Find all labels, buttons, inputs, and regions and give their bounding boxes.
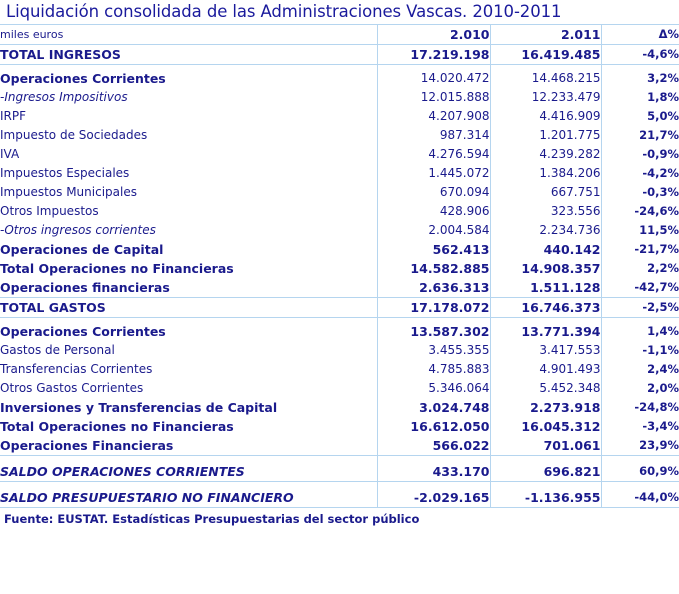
row-value-year1: 5.346.064 [377, 379, 490, 398]
row-value-year1: 566.022 [377, 436, 490, 456]
row-value-year2: 696.821 [490, 462, 601, 482]
row-value-year1: 4.276.594 [377, 145, 490, 164]
row-label: TOTAL INGRESOS [0, 45, 377, 65]
row-value-year1: 16.612.050 [377, 417, 490, 436]
table-row [0, 240, 679, 259]
row-value-year1: 562.413 [377, 240, 490, 259]
row-value-delta: -4,6% [601, 45, 679, 65]
row-value-year1: 4.207.908 [377, 107, 490, 126]
row-value-year2: 701.061 [490, 436, 601, 456]
table-row [0, 221, 679, 240]
row-value-delta: -4,2% [601, 164, 679, 183]
table-row [0, 360, 679, 379]
row-value-year1: 13.587.302 [377, 322, 490, 341]
row-value-delta: -21,7% [601, 240, 679, 259]
source-footnote: Fuente: EUSTAT. Estadísticas Presupuestarias del sector público [4, 512, 420, 526]
table-header-row [0, 25, 679, 45]
row-value-delta: 60,9% [601, 462, 679, 482]
row-value-year2: 1.511.128 [490, 278, 601, 298]
row-value-year2: 4.416.909 [490, 107, 601, 126]
row-label: Impuesto de Sociedades [0, 128, 148, 142]
table-row [0, 398, 679, 417]
table-row [0, 45, 679, 65]
page-title: Liquidación consolidada de las Administraciones Vascas. 2010-2011 [6, 2, 562, 21]
row-value-delta: -44,0% [601, 488, 679, 508]
row-label: Operaciones Corrientes [0, 324, 166, 339]
row-label: Total Operaciones no Financieras [0, 419, 234, 434]
row-value-delta: 1,8% [601, 88, 679, 107]
row-value-year2: 3.417.553 [490, 341, 601, 360]
row-value-year1: 428.906 [377, 202, 490, 221]
row-label: IVA [0, 147, 20, 161]
row-label: Otros Impuestos [0, 204, 99, 218]
row-value-delta: 1,4% [601, 322, 679, 341]
row-value-year1: 987.314 [377, 126, 490, 145]
row-label: -Ingresos Impositivos [0, 90, 128, 104]
row-label: IRPF [0, 109, 27, 123]
row-value-year1: 14.020.472 [377, 69, 490, 88]
row-value-year2: 14.908.357 [490, 259, 601, 278]
row-value-year2: 667.751 [490, 183, 601, 202]
row-label: Impuestos Especiales [0, 166, 130, 180]
row-value-year2: -1.136.955 [490, 488, 601, 508]
row-value-year2: 4.239.282 [490, 145, 601, 164]
row-label: SALDO OPERACIONES CORRIENTES [0, 462, 377, 482]
row-value-delta: 2,4% [601, 360, 679, 379]
row-value-year2: 1.384.206 [490, 164, 601, 183]
row-label: Otros Gastos Corrientes [0, 381, 144, 395]
row-value-year1: 1.445.072 [377, 164, 490, 183]
row-value-delta: -42,7% [601, 278, 679, 298]
row-label: Total Operaciones no Financieras [0, 261, 234, 276]
row-value-year2: 5.452.348 [490, 379, 601, 398]
row-value-year1: 2.636.313 [377, 278, 490, 298]
row-value-year1: -2.029.165 [377, 488, 490, 508]
column-header-delta: Δ% [601, 25, 679, 45]
table-row [0, 107, 679, 126]
row-value-year1: 4.785.883 [377, 360, 490, 379]
row-label: Impuestos Municipales [0, 185, 137, 199]
row-value-year1: 12.015.888 [377, 88, 490, 107]
row-value-year2: 2.273.918 [490, 398, 601, 417]
row-value-delta: 11,5% [601, 221, 679, 240]
row-value-year1: 3.455.355 [377, 341, 490, 360]
table-row [0, 69, 679, 88]
table-row [0, 462, 679, 482]
row-label: TOTAL GASTOS [0, 298, 377, 318]
row-value-delta: -24,8% [601, 398, 679, 417]
financial-table [0, 24, 679, 508]
table-row [0, 259, 679, 278]
row-value-delta: 23,9% [601, 436, 679, 456]
row-value-delta: -3,4% [601, 417, 679, 436]
row-value-delta: -0,9% [601, 145, 679, 164]
row-value-year2: 16.419.485 [490, 45, 601, 65]
table-row [0, 278, 679, 298]
table-row [0, 126, 679, 145]
table-row [0, 298, 679, 318]
row-value-year2: 14.468.215 [490, 69, 601, 88]
table-row [0, 202, 679, 221]
row-label: Transferencias Corrientes [0, 362, 153, 376]
table-row [0, 417, 679, 436]
table-row [0, 379, 679, 398]
row-value-year1: 433.170 [377, 462, 490, 482]
row-label: Inversiones y Transferencias de Capital [0, 400, 278, 415]
row-value-year2: 13.771.394 [490, 322, 601, 341]
row-value-year2: 16.746.373 [490, 298, 601, 318]
row-value-year1: 17.178.072 [377, 298, 490, 318]
row-value-year1: 3.024.748 [377, 398, 490, 417]
row-value-year1: 14.582.885 [377, 259, 490, 278]
table-row [0, 183, 679, 202]
row-value-year2: 2.234.736 [490, 221, 601, 240]
row-value-delta: 3,2% [601, 69, 679, 88]
table-row [0, 436, 679, 456]
row-label: Operaciones Corrientes [0, 71, 166, 86]
row-value-delta: 21,7% [601, 126, 679, 145]
row-label: Operaciones Financieras [0, 436, 377, 456]
table-row [0, 322, 679, 341]
row-label: Operaciones financieras [0, 278, 377, 298]
row-value-delta: -24,6% [601, 202, 679, 221]
table-row [0, 88, 679, 107]
row-value-year1: 2.004.584 [377, 221, 490, 240]
row-value-delta: 2,0% [601, 379, 679, 398]
row-value-year2: 16.045.312 [490, 417, 601, 436]
units-label: miles euros [0, 25, 377, 45]
row-value-delta: -1,1% [601, 341, 679, 360]
table-row [0, 164, 679, 183]
table-row [0, 341, 679, 360]
row-value-delta: 2,2% [601, 259, 679, 278]
table-row [0, 145, 679, 164]
row-value-year2: 323.556 [490, 202, 601, 221]
row-label: Operaciones de Capital [0, 242, 164, 257]
row-value-delta: -2,5% [601, 298, 679, 318]
row-value-year1: 17.219.198 [377, 45, 490, 65]
column-header-year2: 2.011 [490, 25, 601, 45]
table-row [0, 488, 679, 508]
row-value-year2: 440.142 [490, 240, 601, 259]
row-label: -Otros ingresos corrientes [0, 223, 156, 237]
row-value-delta: 5,0% [601, 107, 679, 126]
row-label: Gastos de Personal [0, 343, 115, 357]
row-label: SALDO PRESUPUESTARIO NO FINANCIERO [0, 488, 377, 508]
row-value-year2: 1.201.775 [490, 126, 601, 145]
row-value-delta: -0,3% [601, 183, 679, 202]
column-header-year1: 2.010 [377, 25, 490, 45]
row-value-year2: 12.233.479 [490, 88, 601, 107]
row-value-year2: 4.901.493 [490, 360, 601, 379]
row-value-year1: 670.094 [377, 183, 490, 202]
